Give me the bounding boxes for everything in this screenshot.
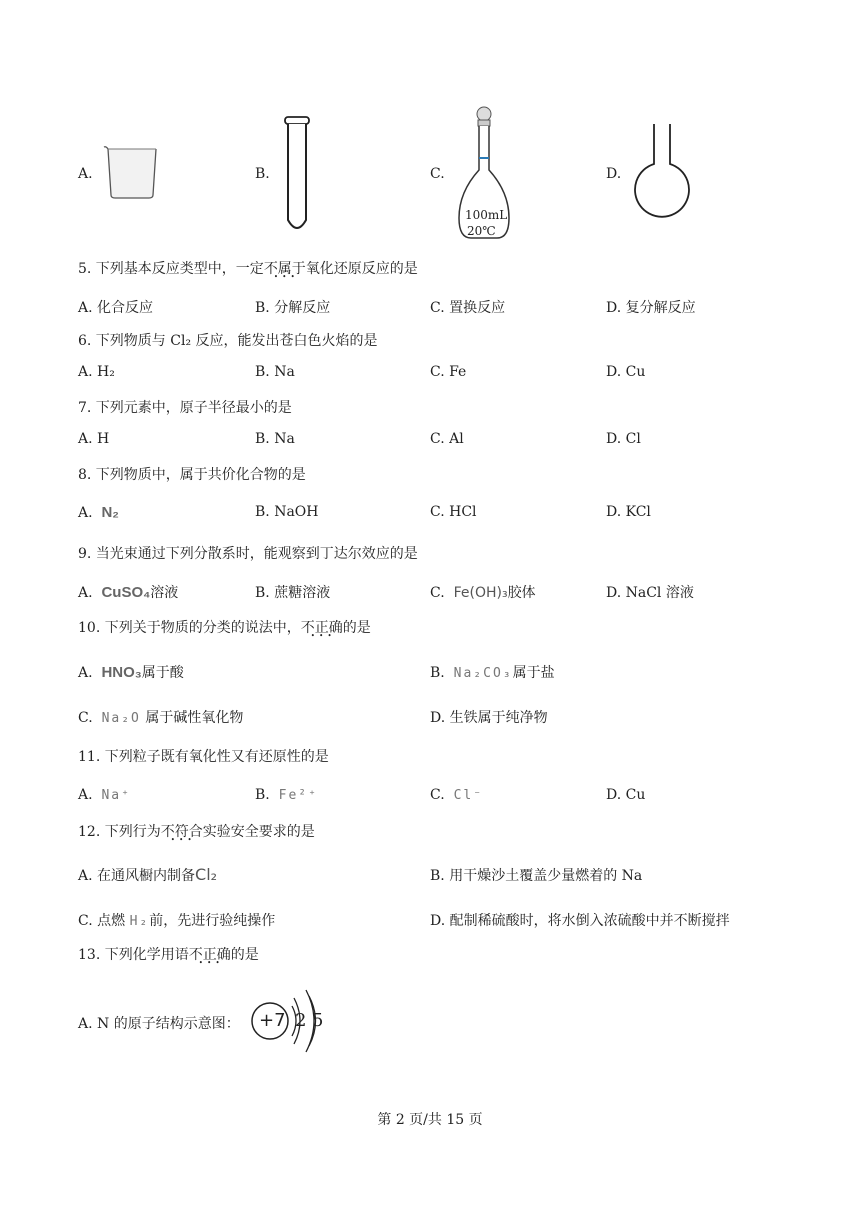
nucleus-charge: +7 xyxy=(259,1010,286,1031)
q9-option-c: C. Fe(OH)₃胶体 xyxy=(430,585,536,601)
q9-option-a: A. CuSO₄溶液 xyxy=(78,584,179,601)
option-d-label: D. xyxy=(606,166,622,182)
shell-1-electrons: 2 xyxy=(295,1010,307,1031)
question-10-stem: 10. 下列关于物质的分类的说法中，不正确 • • •的是 xyxy=(78,617,371,637)
question-8-stem: 8. 下列物质中，属于共价化合物的是 xyxy=(78,467,306,483)
page-footer: 第 2 页/共 15 页 xyxy=(377,1112,483,1128)
q5-option-b: B. 分解反应 xyxy=(255,300,331,316)
formula-image: H₂ xyxy=(129,914,150,929)
q10-option-d: D. 生铁属于纯净物 xyxy=(430,710,548,726)
q12-option-a: A. 在通风橱内制备Cl₂ xyxy=(78,865,218,884)
formula-image: Na₂CO₃ xyxy=(453,666,513,681)
option-b-label: B. xyxy=(255,166,270,182)
q7-option-c: C. Al xyxy=(430,431,464,447)
question-9-stem: 9. 当光束通过下列分散系时，能观察到丁达尔效应的是 xyxy=(78,546,418,562)
question-13-stem: 13. 下列化学用语不正确 • • •的是 xyxy=(78,944,259,964)
q6-option-c: C. Fe xyxy=(430,364,467,380)
q7-option-a: A. H xyxy=(78,431,110,447)
question-7-stem: 7. 下列元素中，原子半径最小的是 xyxy=(78,400,292,416)
emphasis-text: 不符合 • • • xyxy=(161,821,203,841)
q9-option-b: B. 蔗糖溶液 xyxy=(255,585,331,601)
q12-option-d: D. 配制稀硫酸时，将水倒入浓硫酸中并不断搅拌 xyxy=(430,913,730,929)
q5-option-c: C. 置换反应 xyxy=(430,300,506,316)
emphasis-text: 不属于 • • • xyxy=(264,258,306,278)
q6-option-d: D. Cu xyxy=(606,364,646,380)
round-bottom-flask-icon xyxy=(632,122,692,222)
question-11-stem: 11. 下列粒子既有氧化性又有还原性的是 xyxy=(78,749,329,765)
q8-option-a: A. N₂ xyxy=(78,504,119,521)
emphasis-text: 不正确 • • • xyxy=(301,617,343,637)
q10-option-a: A. HNO₃属于酸 xyxy=(78,664,184,681)
shell-2-electrons: 5 xyxy=(312,1010,324,1031)
question-5-stem: 5. 下列基本反应类型中，一定不属于 • • •氧化还原反应的是 xyxy=(78,258,418,278)
q7-option-d: D. Cl xyxy=(606,431,641,447)
q9-option-d: D. NaCl 溶液 xyxy=(606,585,694,601)
q10-option-c: C. Na₂O 属于碱性氧化物 xyxy=(78,710,244,726)
q11-option-d: D. Cu xyxy=(606,787,646,803)
formula-image: Fe²⁺ xyxy=(278,788,318,803)
q6-option-a: A. H₂ xyxy=(78,364,115,380)
formula-image: HNO₃ xyxy=(101,664,142,681)
q12-option-c: C. 点燃 H₂前，先进行验纯操作 xyxy=(78,913,276,929)
formula-image: CuSO₄ xyxy=(101,584,151,601)
formula-image: Fe(OH)₃ xyxy=(453,585,508,601)
option-c-label: C. xyxy=(430,166,445,182)
beaker-icon xyxy=(102,143,162,203)
q7-option-b: B. Na xyxy=(255,431,295,447)
question-6-stem: 6. 下列物质与 Cl₂ 反应，能发出苍白色火焰的是 xyxy=(78,333,378,349)
q11-option-b: B. Fe²⁺ xyxy=(255,787,318,803)
q5-option-a: A. 化合反应 xyxy=(78,300,154,316)
formula-image: Na₂O xyxy=(101,711,141,726)
flask-volume-label: 100mL xyxy=(465,208,508,222)
q8-option-d: D. KCl xyxy=(606,504,651,520)
question-12-stem: 12. 下列行为不符合 • • •实验安全要求的是 xyxy=(78,821,315,841)
q10-option-b: B. Na₂CO₃属于盐 xyxy=(430,665,555,681)
formula-image: N₂ xyxy=(101,504,119,521)
q8-option-c: C. HCl xyxy=(430,504,477,520)
q5-option-d: D. 复分解反应 xyxy=(606,300,696,316)
q12-option-b: B. 用干燥沙土覆盖少量燃着的 Na xyxy=(430,868,643,884)
q11-option-a: A. Na⁺ xyxy=(78,787,131,803)
test-tube-icon xyxy=(282,114,312,238)
option-a-label: A. xyxy=(78,166,93,182)
formula-image: Na⁺ xyxy=(101,788,131,803)
q13-option-a: A. N 的原子结构示意图： xyxy=(78,1016,240,1032)
emphasis-text: 不正确 • • • xyxy=(189,944,231,964)
formula-image: Cl⁻ xyxy=(453,788,484,803)
q6-option-b: B. Na xyxy=(255,364,295,380)
q11-option-c: C. Cl⁻ xyxy=(430,787,484,803)
formula-image: Cl₂ xyxy=(195,865,218,884)
flask-temp-label: 20℃ xyxy=(467,224,496,238)
q8-option-b: B. NaOH xyxy=(255,504,319,520)
